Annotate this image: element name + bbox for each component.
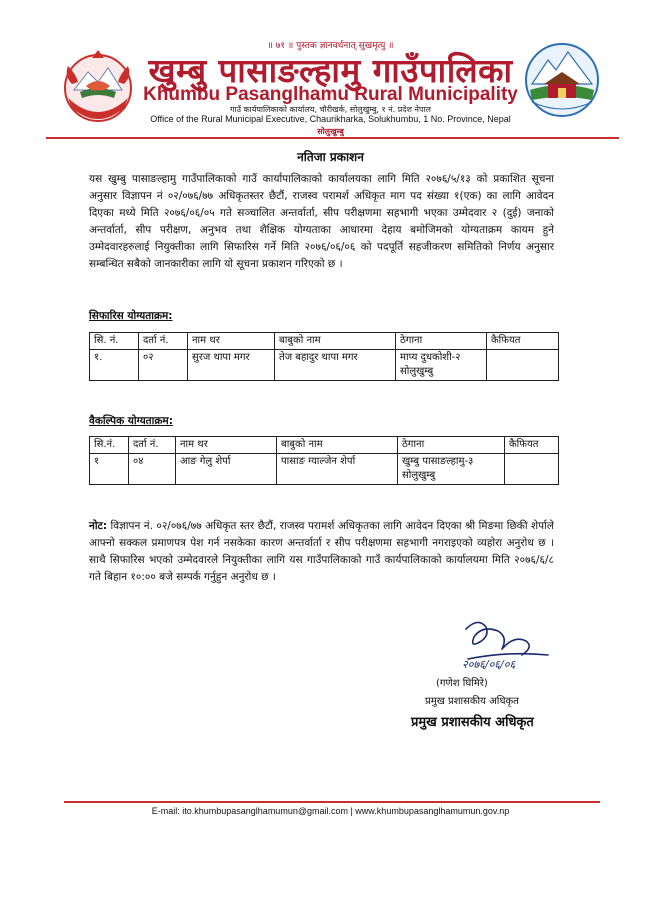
notice-note — [89, 518, 554, 586]
cell-name: आङ गेलु शेर्पा — [176, 454, 277, 485]
notice-body: यस खुम्बु पासाङल्हामु गाउँपालिकाको गाउँ कार्यापालिकाको कार्यालयका लागि मिति २०७६/५/१३ को प्रकाशित सूचना अनुसार विज्ञापन नं ०२/०७६/७७ अधिकृतस्तर छैटौं, राजस्व परामर्श अधिकृत माग पद संख्या १(एक) का लागि आवेदन दिएका मध्ये मिति २०७६/०६/०५ गते सञ्चालित अन्तर्वार्ता, सीप परीक्षणमा सहभागी भएका उम्मेदवार २ (दुई) जनाको अन्तर्वार्ता, सीप परीक्षण, अनुभव तथा शैक्षिक योग्यताका आधारमा देहाय बमोजिमको योग्यताक्रम कायम हुने उम्मेदवारहरुलाई नियुक्तीका लागि सिफारिस गर्ने मिति २०७६/०६/०६ को पदपूर्ति सहजीकरण समितिको निर्णय अनुसार सम्बन्धित सबैको जानकारीका लागि यो सूचना प्रकाशन गरिएको छ । — [89, 173, 554, 270]
table-row — [90, 454, 559, 485]
alternate-table — [89, 436, 559, 485]
header-serial: सि.नं. — [90, 437, 129, 454]
recommended-heading: सिफारिस योग्यताक्रम: — [89, 310, 173, 322]
cell-serial: १ — [90, 454, 129, 485]
table-row — [90, 350, 559, 381]
cell-registration: ०२ — [139, 350, 188, 381]
recommended-table — [89, 332, 559, 381]
header-registration: दर्ता नं. — [129, 437, 176, 454]
table-header-row — [90, 437, 559, 454]
header-father-name: बाबुको नाम — [277, 437, 398, 454]
cell-father-name: तेज बहादुर थापा मगर — [275, 350, 396, 381]
cell-address: खुम्बु पासाङल्हामु-३ सोलुखुम्बु — [398, 454, 505, 485]
alternate-heading: वैकल्पिक योग्यताक्रम: — [89, 415, 173, 427]
office-address-english: Office of the Rural Municipal Executive, Chaurikharka, Solukhumbu, 1 No. Province, Nepal — [150, 114, 511, 124]
cell-remarks — [487, 350, 559, 381]
cell-remarks — [505, 454, 559, 485]
header-address: ठेगाना — [396, 333, 487, 350]
header-name: नाम थर — [176, 437, 277, 454]
cell-name: सुरज थापा मगर — [188, 350, 275, 381]
district-label: सोलुखुम्बु — [317, 127, 344, 136]
header-remarks: कैफियत — [487, 333, 559, 350]
signatory-name: (गणेश घिमिरे) — [436, 678, 488, 689]
footer-contact: E-mail: ito.khumbupasanglhamumun@gmail.com | www.khumbupasanglhamumun.gov.np — [151, 806, 510, 816]
header-name: नाम थर — [188, 333, 275, 350]
header-father-name: बाबुको नाम — [275, 333, 396, 350]
header-divider — [46, 137, 619, 139]
designation-stamp: प्रमुख प्रशासकीय अधिकृत — [411, 715, 534, 730]
cell-registration: ०४ — [129, 454, 176, 485]
note-text: विज्ञापन नं. ०२/०७६/७७ अधिकृत स्तर छैटौं, राजस्व परामर्श अधिकृतका लागि आवेदन दिएका श्री मिङमा छिकी शेर्पाले आफ्नो सक्कल प्रमाणपत्र पेश गर्न नसकेका कारण अन्तर्वार्ता र सीप परीक्षणमा सहभागी नगराइएको व्यहोरा अनुरोध छ । साथै सिफारिस भएको उम्मेदवारले नियुक्तीका लागि यस गाउँपालिकाको गाउँ कार्यपालिकाको कार्यालयमा मिति २०७६/६/८ गते बिहान १०:०० बजे सम्पर्क गर्नुहुन अनुरोध छ । — [89, 520, 554, 583]
header-registration: दर्ता नं. — [139, 333, 188, 350]
signature-date: २०७६/०६/०६ — [462, 658, 516, 671]
municipality-name-english: Khumbu Pasanglhamu Rural Municipality — [143, 84, 518, 105]
municipality-logo-icon — [522, 40, 602, 126]
header-remarks: कैफियत — [505, 437, 559, 454]
header-address: ठेगाना — [398, 437, 505, 454]
cell-address: माप्य दुधकोशी-२ सोलुखुम्बु — [396, 350, 487, 381]
notice-title: नतिजा प्रकाशन — [297, 150, 364, 164]
motto-text: ॥ ७१ ॥ पुस्तक ज्ञानवर्धनात् सुखमृत्यु ॥ — [267, 41, 394, 51]
header-serial: सि. नं. — [90, 333, 139, 350]
table-header-row — [90, 333, 559, 350]
cell-father-name: पासाङ ग्याल्जेन शेर्पा — [277, 454, 398, 485]
footer-divider — [64, 801, 600, 803]
cell-serial: १. — [90, 350, 139, 381]
signatory-designation: प्रमुख प्रशासकीय अधिकृत — [425, 696, 519, 707]
office-address-nepali: गाउँ कार्यपालिकाको कार्यालय, चौरीखर्क, सोलुखुम्बु, १ नं. प्रदेश नेपाल — [230, 105, 431, 114]
municipality-name-nepali: खुम्बु पासाङल्हामु गाउँपालिका — [148, 51, 513, 90]
note-label: नोट: — [89, 520, 108, 532]
